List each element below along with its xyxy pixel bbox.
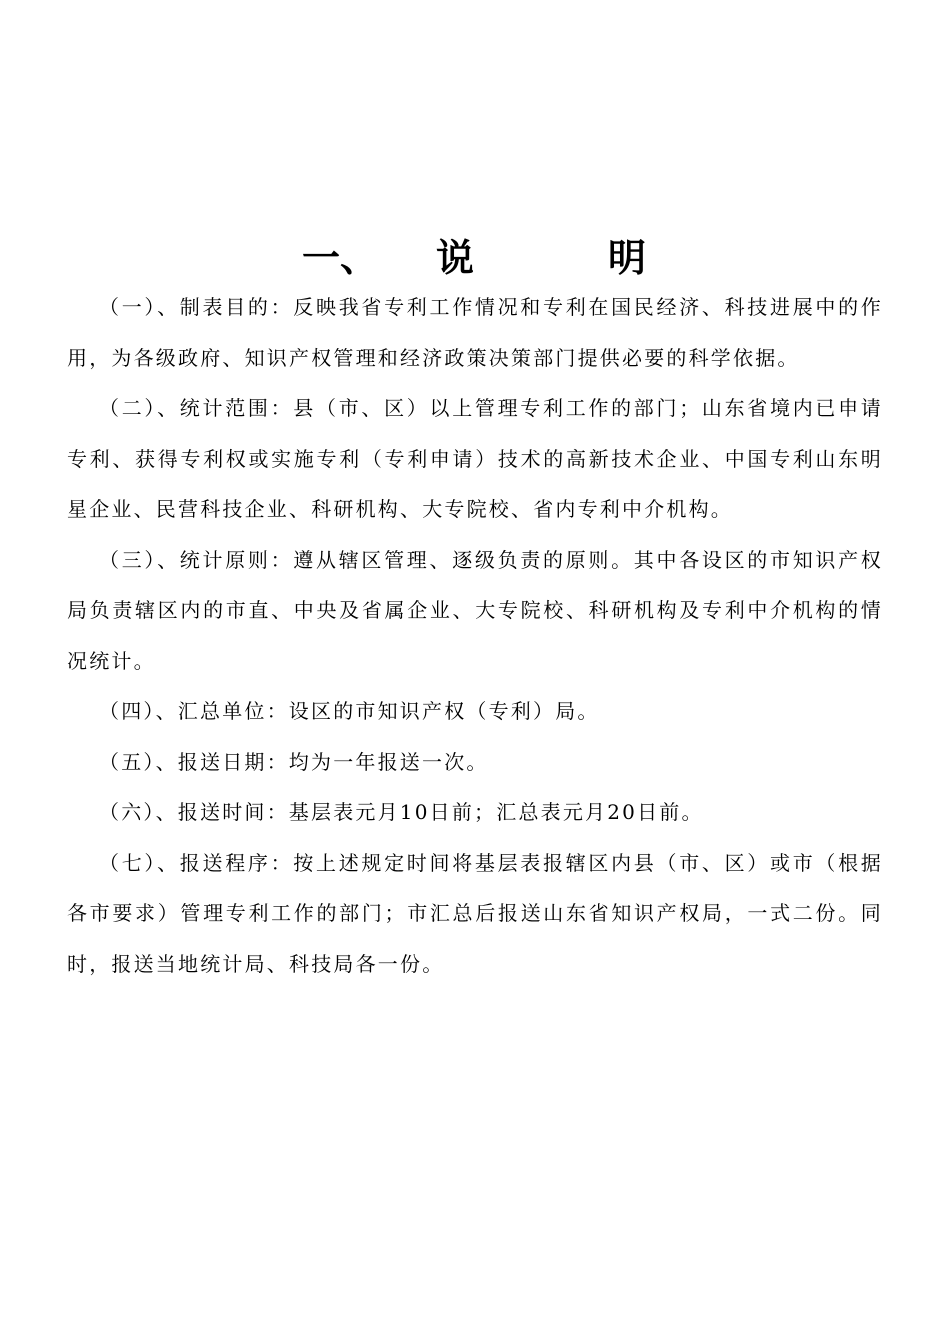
page-title — [0, 230, 950, 286]
title-char-shuo: 说 — [436, 236, 475, 280]
instructions-body — [67, 282, 883, 989]
section-report-deadline: （六）、报送时间：基层表元月10日前；汇总表元月20日前。 — [99, 800, 704, 824]
section-purpose: （一）、制表目的：反映我省专利工作情况和专利在国民经济、科技进展中的作用，为各级政府、知识产权管理和经济政策决策部门提供必要的科学依据。 — [67, 295, 883, 370]
section-report-frequency: （五）、报送日期：均为一年报送一次。 — [99, 749, 489, 774]
section-scope: （二）、统计范围：县（市、区）以上管理专利工作的部门；山东省境内已申请专利、获得专利权或实施专利（专利申请）技术的高新技术企业、中国专利山东明星企业、民营科技企业、科研机构、大专院校、省内专利中介机构。 — [67, 396, 883, 521]
title-char-ming: 明 — [608, 236, 647, 280]
title-number: 一、 — [302, 236, 379, 280]
section-principle: （三）、统计原则：遵从辖区管理、逐级负责的原则。其中各设区的市知识产权局负责辖区内的市直、中央及省属企业、大专院校、科研机构及专利中介机构的情况统计。 — [67, 547, 883, 673]
section-summary-unit: （四）、汇总单位：设区的市知识产权（专利）局。 — [99, 699, 600, 723]
section-report-procedure: （七）、报送程序：按上述规定时间将基层表报辖区内县（市、区）或市（根据各市要求）管理专利工作的部门；市汇总后报送山东省知识产权局，一式二份。同时，报送当地统计局、科技局各一份。 — [67, 850, 883, 976]
